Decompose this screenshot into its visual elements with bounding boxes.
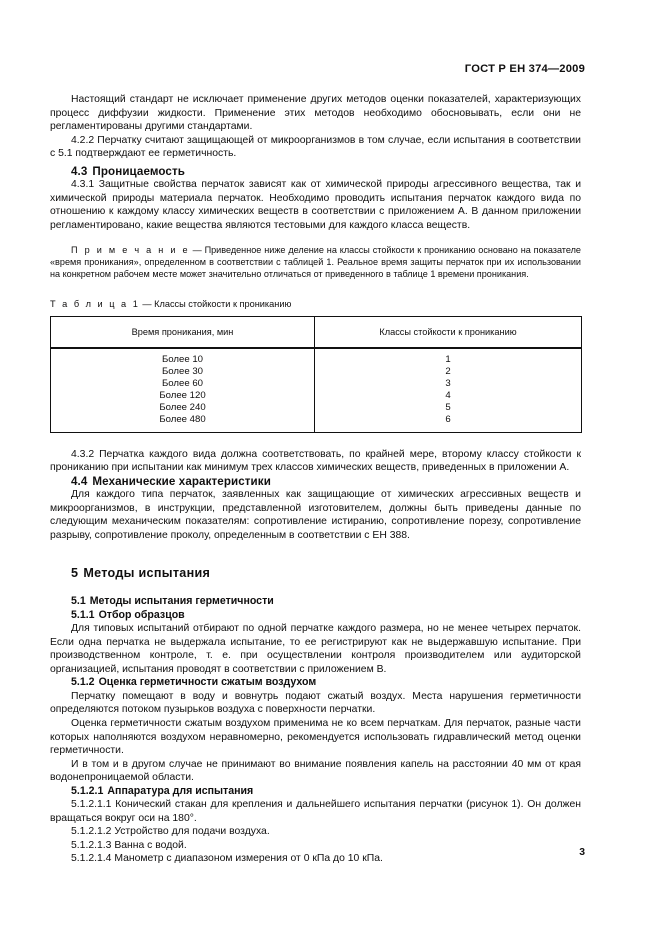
running-header-standard-id: ГОСТ Р ЕН 374—2009 xyxy=(464,63,585,75)
note-block xyxy=(50,244,581,281)
table-cell-time: Более 60 xyxy=(161,377,204,389)
paragraph-4-2-2: 4.2.2 Перчатку считают защищающей от микроорганизмов в том случае, если испытания в соответствии с 5.1 подтверждают ее герметичность. xyxy=(50,134,581,160)
heading-5-1-1 xyxy=(50,609,581,623)
table-header-row xyxy=(51,317,582,349)
paragraph-5-1-2-1-2: 5.1.2.1.2 Устройство для подачи воздуха. xyxy=(71,826,270,838)
heading-5-1-2-1 xyxy=(50,785,581,799)
paragraph-4-4: Для каждого типа перчаток, заявленных как защищающие от химических агрессивных веществ и микроорганизмов, в инструкции, представленной изготовителем, должны быть приведены данные по следующим механическим показателям: сопротивление истиранию, сопротивление порезу, сопротивление разрыву, сопротивление проколу, определенным в соответствии с ЕН 388. xyxy=(50,489,581,541)
heading-5-1-2-1-title: Аппаратура для испытания xyxy=(107,784,254,797)
spacer xyxy=(50,581,581,595)
paragraph-5-1-1: Для типовых испытаний отбирают по одной перчатке каждого размера, но не менее четырех перчаток. Если одна перчатка не выдержала испытание, то ее регистрируют как не выдержавшую испытание. При производственном контроле, т. е. при осуществлении контроля производителем или аудиторской организацией, испытания проводят в соответствии с приложением В. xyxy=(50,623,581,675)
heading-5-1-2-title: Оценка герметичности сжатым воздухом xyxy=(98,676,317,689)
table-cell-class: 3 xyxy=(445,377,451,389)
heading-5-1-1-number: 5.1.1 xyxy=(71,608,95,621)
note-label: П р и м е ч а н и е xyxy=(71,244,190,255)
table-cell-class: 1 xyxy=(445,354,451,366)
heading-5-1 xyxy=(50,595,581,609)
table-cell-time: Более 120 xyxy=(159,389,206,401)
table-cell-time: Более 30 xyxy=(161,366,204,378)
heading-5-1-title: Методы испытания герметичности xyxy=(89,595,274,608)
table-caption-text: — Классы стойкости к прониканию xyxy=(139,299,292,310)
paragraph-5-1-2-c: И в том и в другом случае не принимают во внимание появления капель на расстоянии 40 мм от края водонепроницаемой области. xyxy=(50,758,581,784)
heading-5-1-2-1-number: 5.1.2.1 xyxy=(71,784,104,797)
table-caption xyxy=(50,298,581,310)
heading-5-1-2 xyxy=(50,676,581,690)
table-header-class: Классы стойкости к прониканию xyxy=(315,317,582,349)
table-cell-times xyxy=(51,348,315,432)
table-cell-class: 4 xyxy=(445,389,451,401)
table-cell-class: 6 xyxy=(445,413,451,425)
paragraph-5-1-2-1-1: 5.1.2.1.1 Конический стакан для крепления и дальнейшего испытания перчатки (рисунок 1). Он должен вращаться вокруг оси на 180°. xyxy=(50,799,581,824)
heading-4-4-title: Механические характеристики xyxy=(92,474,271,488)
paragraph-5-1-2-1-4: 5.1.2.1.4 Манометр с диапазоном измерения от 0 кПа до 10 кПа. xyxy=(71,853,383,865)
heading-4-4-number: 4.4 xyxy=(71,474,88,488)
table-cell-time: Более 10 xyxy=(161,354,204,366)
heading-5-1-2-number: 5.1.2 xyxy=(71,676,95,689)
heading-5 xyxy=(50,567,581,581)
heading-4-3-title: Проницаемость xyxy=(92,164,185,178)
page-number: 3 xyxy=(579,847,585,858)
heading-5-number: 5 xyxy=(71,566,79,581)
spacer xyxy=(50,433,581,448)
spacer xyxy=(50,542,581,567)
heading-5-1-number: 5.1 xyxy=(71,595,86,608)
table-caption-label: Т а б л и ц а 1 xyxy=(50,299,140,310)
paragraph-4-3-1: 4.3.1 Защитные свойства перчаток зависят как от химической природы агрессивного вещества, так и химической природы материала перчаток. Необходимо проводить испытания перчаток каждого вида по отношению к каждому классу химических веществ в соответствии с приложением А. В данном приложении регламентировано, какие вещества являются тестовыми для каждого класса веществ. xyxy=(50,179,581,231)
table-row xyxy=(51,348,582,432)
heading-4-3 xyxy=(50,165,581,179)
table-cell-classes xyxy=(315,348,582,432)
heading-5-title: Методы испытания xyxy=(83,566,211,581)
paragraph-5-1-2-a: Перчатку помещают в воду и вовнутрь подают сжатый воздух. Места нарушения герметичности определяются потоком пузырьков воздуха с поверхности перчатки. xyxy=(50,690,581,716)
paragraph-4-3-2: 4.3.2 Перчатка каждого вида должна соответствовать, по крайней мере, второму классу стойкости к прониканию при испытании как минимум трех классов химических веществ, приведенных в приложении А. xyxy=(50,448,581,474)
paragraph-5-1-2-1-3: 5.1.2.1.3 Ванна с водой. xyxy=(71,839,187,851)
paragraph-intro: Настоящий стандарт не исключает применение других методов оценки показателей, характеризующих процесс диффузии жидкости. Применение этих методов необходимо обосновывать, если они не регламентированы другими стандартами. xyxy=(50,94,581,133)
spacer xyxy=(50,280,581,298)
heading-4-3-number: 4.3 xyxy=(71,164,88,178)
heading-4-4 xyxy=(50,475,581,489)
table-cell-time: Более 480 xyxy=(159,413,206,425)
note-text: — Приведенное ниже деление на классы стойкости к прониканию основано на показателе «время проникания», определенном в соответствии с таблицей 1. Реальное время защиты перчаток при их использовании на конкретном рабочем месте может значительно отличаться от приведенного в таблице 1 времени проникания. xyxy=(50,244,581,279)
spacer xyxy=(50,233,581,244)
penetration-resistance-table xyxy=(50,316,582,432)
table-cell-class: 5 xyxy=(445,401,451,413)
page-content xyxy=(50,93,581,866)
table-cell-time: Более 240 xyxy=(159,401,206,413)
heading-5-1-1-title: Отбор образцов xyxy=(98,608,185,621)
table-cell-class: 2 xyxy=(445,366,451,378)
paragraph-5-1-2-b: Оценка герметичности сжатым воздухом применима не ко всем перчаткам. Для перчаток, разные части которых наполняются воздухом неравномерно, рекомендуется использовать гидравлический метод оценки герметичности. xyxy=(50,717,581,757)
table-header-time: Время проникания, мин xyxy=(51,317,315,349)
